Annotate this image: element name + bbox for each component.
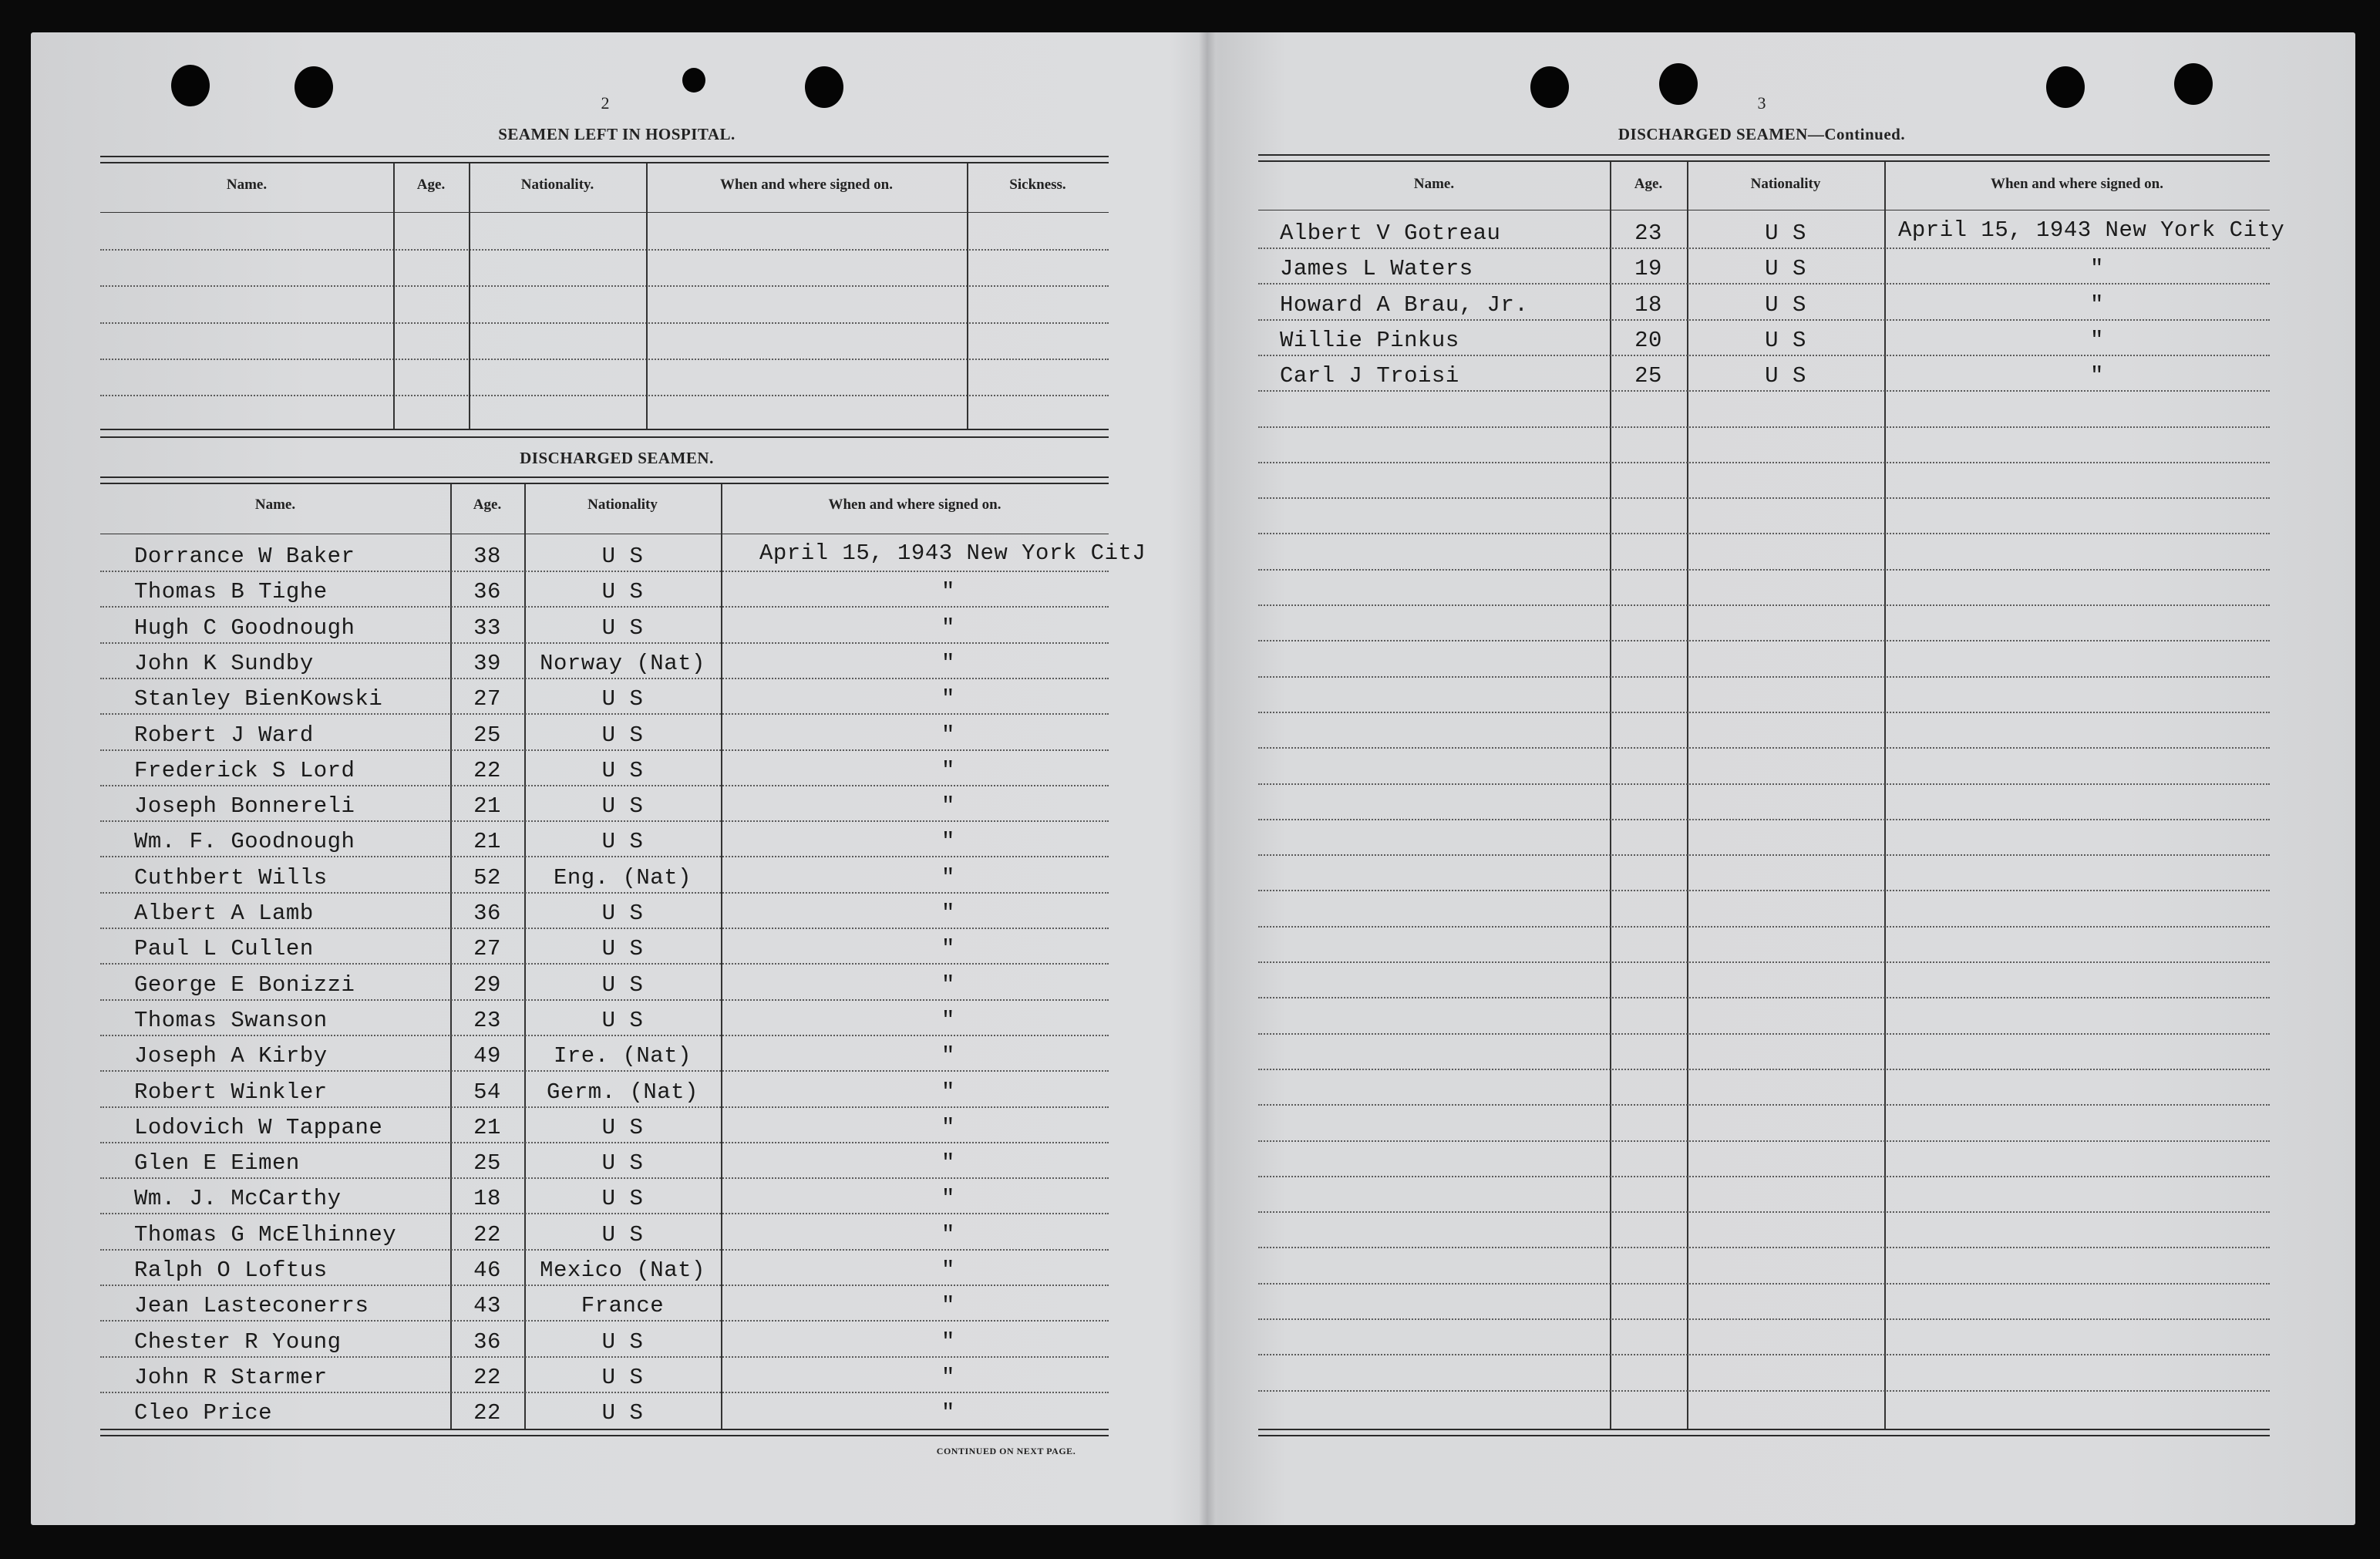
seaman-age: 25 (473, 1150, 501, 1176)
table-rule (100, 1429, 1109, 1430)
seaman-age: 36 (473, 901, 501, 926)
seaman-signed-on: " (941, 579, 955, 604)
seaman-name: Cleo Price (134, 1400, 273, 1426)
table-rule (1258, 160, 2270, 162)
seaman-nationality: U S (601, 1400, 644, 1426)
seaman-name: Robert Winkler (134, 1079, 328, 1105)
seaman-age: 18 (1634, 292, 1662, 318)
ruled-line (100, 359, 1109, 360)
column-divider (967, 163, 968, 429)
seaman-signed-on: " (941, 1115, 955, 1140)
column-header-nationality: Nationality (587, 497, 658, 513)
seaman-signed-on: " (941, 901, 955, 926)
ruled-line (100, 1142, 1109, 1143)
seaman-name: Dorrance W Baker (134, 544, 355, 569)
seaman-signed-on: " (941, 1400, 955, 1426)
seaman-nationality: France (581, 1293, 665, 1318)
ruled-line (100, 749, 1109, 751)
ruled-line (1258, 1283, 2270, 1285)
seaman-nationality: U S (1765, 221, 1806, 246)
ruled-line (1258, 1354, 2270, 1355)
seaman-age: 36 (473, 579, 501, 604)
seaman-age: 18 (473, 1186, 501, 1211)
table-rule (100, 162, 1109, 163)
punch-hole (295, 66, 333, 108)
ruled-line (100, 892, 1109, 894)
ruled-line (100, 820, 1109, 822)
seaman-signed-on: " (941, 615, 955, 641)
ruled-line (1258, 712, 2270, 713)
seaman-signed-on: " (941, 1222, 955, 1248)
continued-note: CONTINUED ON NEXT PAGE. (936, 1446, 1076, 1456)
seaman-nationality: U S (601, 1115, 644, 1140)
table-rule (1258, 1429, 2270, 1430)
seaman-name: Frederick S Lord (134, 758, 355, 783)
seaman-nationality: U S (601, 1186, 644, 1211)
seaman-nationality: U S (1765, 328, 1806, 353)
seaman-nationality: U S (601, 1365, 644, 1390)
ruled-line (1258, 926, 2270, 928)
ruled-line (1258, 390, 2270, 392)
seaman-signed-on: " (941, 686, 955, 712)
seaman-signed-on: " (2090, 328, 2104, 353)
hospital-section-title: SEAMEN LEFT IN HOSPITAL. (498, 125, 736, 143)
seaman-age: 22 (473, 758, 501, 783)
seaman-age: 27 (473, 936, 501, 961)
table-rule (100, 156, 1109, 157)
ruled-line (1258, 247, 2270, 249)
ruled-line (100, 1070, 1109, 1072)
ruled-line (1258, 319, 2270, 321)
punch-hole (2046, 66, 2085, 108)
column-header-name: Name. (226, 177, 268, 193)
column-divider (646, 163, 648, 429)
ruled-line (100, 395, 1109, 396)
punch-hole (171, 65, 210, 106)
ruled-line (1258, 783, 2270, 785)
ruled-line (1258, 1104, 2270, 1106)
seaman-name: Paul L Cullen (134, 936, 314, 961)
seaman-signed-on: " (2090, 256, 2104, 281)
seaman-signed-on: " (2090, 363, 2104, 389)
ruled-line (1258, 819, 2270, 820)
seaman-age: 22 (473, 1222, 501, 1248)
ruled-line (1258, 1176, 2270, 1177)
ruled-line (100, 713, 1109, 715)
ruled-line (1258, 854, 2270, 856)
table-rule (100, 429, 1109, 430)
punch-hole (682, 68, 705, 93)
seaman-name: Carl J Troisi (1280, 363, 1459, 389)
column-header-signed-on: When and where signed on. (1990, 176, 2163, 192)
seaman-nationality: Ire. (Nat) (553, 1043, 692, 1069)
seaman-signed-on: " (941, 1043, 955, 1069)
seaman-name: Willie Pinkus (1280, 328, 1459, 353)
page-number: 2 (601, 93, 610, 113)
ruled-line (100, 999, 1109, 1001)
seaman-nationality: U S (601, 722, 644, 748)
seaman-signed-on: April 15, 1943 New York CitJ (759, 540, 1146, 566)
seaman-name: Chester R Young (134, 1329, 342, 1355)
seaman-signed-on: " (941, 1186, 955, 1211)
discharged-section-title: DISCHARGED SEAMEN. (520, 449, 714, 467)
table-rule (100, 483, 1109, 484)
ruled-line (1258, 533, 2270, 534)
seaman-nationality: U S (601, 901, 644, 926)
seaman-nationality: Eng. (Nat) (553, 865, 692, 891)
seaman-signed-on: " (2090, 292, 2104, 318)
ruled-line (1258, 640, 2270, 641)
seaman-age: 22 (473, 1365, 501, 1390)
ruled-line (1258, 426, 2270, 428)
seaman-signed-on: " (941, 1258, 955, 1283)
seaman-name: Stanley BienKowski (134, 686, 383, 712)
ruled-line (100, 1213, 1109, 1214)
seaman-name: James L Waters (1280, 256, 1473, 281)
ruled-line (100, 1320, 1109, 1322)
seaman-nationality: U S (601, 758, 644, 783)
ruled-line (1258, 283, 2270, 285)
column-divider (721, 484, 722, 1429)
ruled-line (100, 963, 1109, 965)
seaman-name: Robert J Ward (134, 722, 314, 748)
seaman-nationality: U S (1765, 292, 1806, 318)
column-header-nationality: Nationality. (520, 177, 594, 193)
seaman-age: 21 (473, 793, 501, 819)
seaman-nationality: U S (601, 686, 644, 712)
seaman-age: 23 (1634, 221, 1662, 246)
seaman-age: 21 (473, 1115, 501, 1140)
seaman-name: Albert V Gotreau (1280, 221, 1501, 246)
seaman-signed-on: " (941, 1008, 955, 1033)
seaman-age: 25 (473, 722, 501, 748)
seaman-age: 36 (473, 1329, 501, 1355)
seaman-age: 20 (1634, 328, 1662, 353)
table-rule (100, 476, 1109, 478)
seaman-name: Albert A Lamb (134, 901, 314, 926)
seaman-nationality: U S (1765, 363, 1806, 389)
column-header-name: Name. (254, 497, 296, 513)
ruled-line (100, 856, 1109, 857)
punch-hole (805, 66, 843, 108)
seaman-age: 39 (473, 651, 501, 676)
page-fold (1199, 32, 1216, 1525)
ruled-line (1258, 1211, 2270, 1213)
column-divider (469, 163, 470, 429)
seaman-name: Thomas G McElhinney (134, 1222, 397, 1248)
column-divider (1884, 162, 1886, 1429)
seaman-age: 23 (473, 1008, 501, 1033)
seaman-age: 54 (473, 1079, 501, 1105)
seaman-nationality: Norway (Nat) (540, 651, 705, 676)
column-header-age: Age. (416, 177, 446, 193)
seaman-age: 43 (473, 1293, 501, 1318)
page-number: 3 (1757, 93, 1766, 113)
seaman-nationality: Germ. (Nat) (547, 1079, 699, 1105)
ruled-line (100, 785, 1109, 786)
column-header-sickness: Sickness. (1009, 177, 1066, 193)
table-rule (100, 212, 1109, 213)
table-rule (1258, 154, 2270, 156)
seaman-nationality: Mexico (Nat) (540, 1258, 705, 1283)
ruled-line (1258, 1033, 2270, 1035)
seaman-signed-on: " (941, 758, 955, 783)
seaman-age: 52 (473, 865, 501, 891)
ruled-line (100, 322, 1109, 324)
column-header-age: Age. (1634, 176, 1663, 192)
seaman-name: Lodovich W Tappane (134, 1115, 383, 1140)
seaman-age: 21 (473, 829, 501, 854)
seaman-signed-on: " (941, 865, 955, 891)
seaman-name: Wm. F. Goodnough (134, 829, 355, 854)
column-header-signed-on: When and where signed on. (719, 177, 893, 193)
ruled-line (100, 1356, 1109, 1358)
ruled-line (1258, 569, 2270, 571)
seaman-signed-on: " (941, 936, 955, 961)
column-header-nationality: Nationality (1750, 176, 1821, 192)
punch-hole (1659, 63, 1698, 105)
ruled-line (100, 249, 1109, 251)
seaman-age: 27 (473, 686, 501, 712)
seaman-signed-on: " (941, 972, 955, 998)
seaman-signed-on: " (941, 1293, 955, 1318)
seaman-signed-on: " (941, 829, 955, 854)
ruled-line (100, 642, 1109, 644)
table-rule (1258, 1435, 2270, 1436)
seaman-name: Glen E Eimen (134, 1150, 300, 1176)
column-divider (393, 163, 395, 429)
ruled-line (1258, 462, 2270, 463)
seaman-nationality: U S (601, 1329, 644, 1355)
punch-hole (2174, 63, 2213, 105)
seaman-name: John R Starmer (134, 1365, 328, 1390)
seaman-age: 22 (473, 1400, 501, 1426)
seaman-nationality: U S (601, 829, 644, 854)
ruled-line (100, 1035, 1109, 1036)
column-header-age: Age. (473, 497, 502, 513)
ruled-line (100, 285, 1109, 287)
discharged-continued-title: DISCHARGED SEAMEN—Continued. (1618, 125, 1906, 143)
ruled-line (1258, 497, 2270, 499)
table-rule (100, 1435, 1109, 1436)
seaman-nationality: U S (601, 544, 644, 569)
seaman-nationality: U S (601, 1150, 644, 1176)
ruled-line (100, 928, 1109, 929)
seaman-name: Cuthbert Wills (134, 865, 328, 891)
ruled-line (100, 1285, 1109, 1286)
seaman-name: Jean Lasteconerrs (134, 1293, 369, 1318)
seaman-age: 33 (473, 615, 501, 641)
seaman-nationality: U S (601, 936, 644, 961)
punch-hole (1530, 66, 1569, 108)
seaman-signed-on: April 15, 1943 New York City (1898, 217, 2285, 243)
seaman-age: 38 (473, 544, 501, 569)
ruled-line (100, 1106, 1109, 1108)
seaman-name: John K Sundby (134, 651, 314, 676)
seaman-name: Wm. J. McCarthy (134, 1186, 342, 1211)
seaman-name: Joseph A Kirby (134, 1043, 328, 1069)
seaman-age: 46 (473, 1258, 501, 1283)
table-rule (100, 436, 1109, 438)
seaman-age: 19 (1634, 256, 1662, 281)
seaman-age: 49 (473, 1043, 501, 1069)
ruled-line (1258, 676, 2270, 678)
seaman-nationality: U S (601, 793, 644, 819)
seaman-name: Ralph O Loftus (134, 1258, 328, 1283)
seaman-name: Hugh C Goodnough (134, 615, 355, 641)
seaman-name: Joseph Bonnereli (134, 793, 355, 819)
ruled-line (1258, 1318, 2270, 1320)
seaman-name: Thomas B Tighe (134, 579, 328, 604)
ruled-line (1258, 747, 2270, 749)
seaman-signed-on: " (941, 1329, 955, 1355)
seaman-signed-on: " (941, 651, 955, 676)
seaman-age: 25 (1634, 363, 1662, 389)
ruled-line (1258, 1140, 2270, 1142)
seaman-age: 29 (473, 972, 501, 998)
ruled-line (100, 571, 1109, 572)
seaman-name: Thomas Swanson (134, 1008, 328, 1033)
ruled-line (100, 1177, 1109, 1179)
ruled-line (1258, 1390, 2270, 1392)
seaman-signed-on: " (941, 1150, 955, 1176)
ruled-line (100, 1392, 1109, 1393)
ruled-line (1258, 961, 2270, 963)
seaman-nationality: U S (601, 1008, 644, 1033)
ruled-line (100, 678, 1109, 679)
ruled-line (1258, 604, 2270, 606)
ruled-line (1258, 890, 2270, 891)
seaman-signed-on: " (941, 1365, 955, 1390)
ruled-line (100, 1249, 1109, 1251)
ruled-line (1258, 1247, 2270, 1248)
ruled-line (1258, 355, 2270, 356)
seaman-name: George E Bonizzi (134, 972, 355, 998)
column-header-signed-on: When and where signed on. (828, 497, 1001, 513)
seaman-nationality: U S (601, 579, 644, 604)
seaman-signed-on: " (941, 1079, 955, 1105)
seaman-nationality: U S (601, 1222, 644, 1248)
seaman-nationality: U S (1765, 256, 1806, 281)
ruled-line (1258, 997, 2270, 998)
seaman-nationality: U S (601, 615, 644, 641)
document-sheet (31, 32, 2355, 1525)
seaman-signed-on: " (941, 793, 955, 819)
seaman-name: Howard A Brau, Jr. (1280, 292, 1529, 318)
ruled-line (100, 606, 1109, 608)
seaman-nationality: U S (601, 972, 644, 998)
seaman-signed-on: " (941, 722, 955, 748)
column-header-name: Name. (1413, 176, 1455, 192)
ruled-line (1258, 1069, 2270, 1070)
